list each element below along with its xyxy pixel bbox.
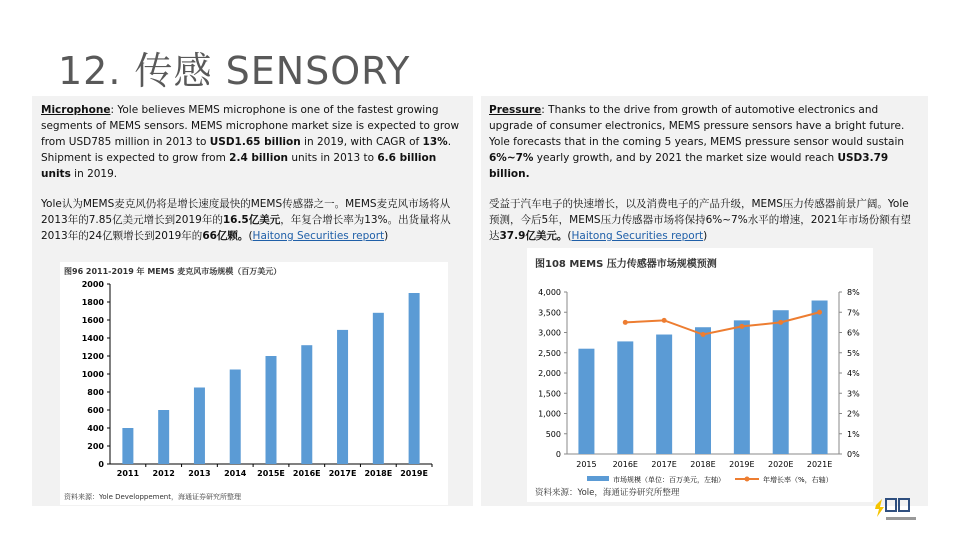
growth-point	[623, 320, 628, 325]
x-tick-label: 2013	[188, 469, 211, 478]
y2-tick-label: 7%	[847, 308, 860, 318]
y2-tick-label: 3%	[847, 389, 860, 399]
legend-marker-line	[745, 477, 750, 482]
y-tick-label: 1600	[81, 316, 104, 325]
haitong-report-link[interactable]: Haitong Securities report	[571, 230, 704, 242]
figure-source: 资料来源：Yole Developpement，海通证券研究所整理	[64, 493, 241, 501]
y-tick-label: 2000	[81, 280, 104, 289]
x-tick-label: 2018E	[364, 469, 393, 478]
pressure-panel	[481, 96, 928, 506]
text-span: units in 2013 to	[288, 152, 378, 164]
bar	[337, 330, 348, 464]
bold-span: 16.5亿美元	[222, 214, 281, 226]
bar	[578, 349, 594, 454]
bold-span: 13%	[422, 136, 448, 148]
y2-tick-label: 5%	[847, 348, 860, 358]
x-tick-label: 2016E	[292, 469, 321, 478]
y-tick-label: 200	[87, 442, 104, 451]
bold-span: 2.4 billion	[229, 152, 289, 164]
y-tick-label: 1200	[81, 352, 104, 361]
bold-span: 6.6 billion units	[41, 152, 437, 180]
growth-point	[662, 318, 667, 323]
bar	[695, 327, 711, 454]
growth-point	[778, 320, 783, 325]
figure-title: 图108 MEMS 压力传感器市场规模预测	[535, 259, 717, 270]
x-tick-label: 2019E	[729, 460, 755, 469]
y2-tick-label: 6%	[847, 328, 860, 338]
text-span: )	[384, 230, 389, 242]
bar	[122, 428, 133, 464]
y-tick-label: 2,000	[538, 369, 561, 378]
bar	[373, 313, 384, 464]
pressure-chart	[527, 248, 873, 502]
y-tick-label: 1400	[81, 334, 104, 343]
x-tick-label: 2018E	[690, 460, 716, 469]
y-tick-label: 600	[87, 406, 104, 415]
logo-glyph	[886, 499, 896, 511]
y-tick-label: 0	[555, 450, 561, 459]
bold-span: 66亿颗。	[202, 230, 249, 242]
slide-title: 12. 传感 SENSORY	[58, 49, 411, 93]
bar	[409, 293, 420, 464]
brand-logo	[872, 495, 932, 525]
bold-span: 6%~7%	[489, 152, 534, 164]
microphone-chart	[60, 262, 448, 505]
x-tick-label: 2017E	[651, 460, 677, 469]
y-tick-label: 4,000	[538, 288, 561, 297]
text-span: yearly growth, and by 2021 the market size would reach	[533, 152, 838, 164]
growth-line	[625, 312, 819, 334]
pressure-combo-chart	[527, 272, 873, 494]
y2-tick-label: 8%	[847, 288, 860, 297]
growth-point	[817, 310, 822, 315]
logo-tagline	[886, 517, 916, 520]
figure-source: 资料来源：Yole，海通证券研究所整理	[535, 488, 680, 498]
bar	[158, 410, 169, 464]
x-tick-label: 2015	[576, 460, 597, 469]
text-span: in 2019, with CAGR of	[300, 136, 423, 148]
bar	[812, 301, 828, 454]
text-span: Yole认为MEMS麦克风仍将是增长速度最快的MEMS传感器之一。MEMS麦克风市场将从2013年的7.85亿美元增长到2019年的	[41, 198, 451, 226]
y-tick-label: 0	[98, 460, 104, 469]
y2-tick-label: 2%	[847, 409, 860, 419]
pressure-chinese-text	[489, 196, 921, 244]
bar	[656, 335, 672, 454]
pressure-english-text	[489, 102, 924, 182]
y-tick-label: 3,000	[538, 328, 561, 338]
text-span: in 2019.	[70, 168, 118, 180]
y-tick-label: 1800	[81, 298, 104, 307]
microphone-bar-chart	[60, 276, 448, 501]
text-span: (	[248, 230, 253, 242]
growth-point	[701, 332, 706, 337]
x-tick-label: 2021E	[806, 460, 833, 469]
text-span: 受益于汽车电子的快速增长，以及消费电子的产品升级，MEMS压力传感器前景广阔。Yole 预测，今后5年，MEMS压力传感器市场将保持6%~7%水平的增速，2021年市场份额有望达	[489, 198, 911, 242]
text-span: )	[703, 230, 708, 242]
haitong-report-link[interactable]: Haitong Securities report	[252, 230, 385, 242]
x-tick-label: 2017E	[328, 469, 357, 478]
y-tick-label: 800	[87, 388, 104, 397]
y-tick-label: 1,500	[538, 389, 561, 399]
y2-tick-label: 1%	[847, 429, 860, 439]
x-tick-label: 2020E	[768, 460, 794, 469]
legend-swatch-bars	[587, 476, 609, 481]
legend-label-bars: 市场规模（单位：百万美元，左轴）	[613, 476, 725, 484]
y-tick-label: 500	[545, 429, 561, 439]
legend-label-line: 年增长率（%，右轴）	[763, 476, 833, 484]
figure-title: 图96 2011-2019 年 MEMS 麦克风市场规模（百万美元）	[64, 267, 282, 276]
bold-span: USD3.79 billion.	[489, 152, 889, 180]
bar	[266, 356, 277, 464]
y-tick-label: 1000	[81, 370, 104, 379]
y2-tick-label: 0%	[847, 450, 860, 459]
growth-point	[739, 324, 744, 329]
lightning-icon	[875, 499, 884, 517]
text-span: (	[567, 230, 572, 242]
text-span: . Shipment is expected to grow from	[41, 136, 452, 164]
y-tick-label: 1,000	[538, 409, 561, 419]
microphone-heading: Microphone	[41, 104, 111, 116]
x-tick-label: 2014	[224, 469, 247, 478]
y2-tick-label: 4%	[847, 369, 860, 378]
bold-span: USD1.65 billion	[209, 136, 301, 148]
x-tick-label: 2012	[152, 469, 175, 478]
bar	[194, 388, 205, 465]
pressure-heading: Pressure	[489, 104, 542, 116]
text-span: : Yole believes MEMS microphone is one of the fastest growing segments of MEMS sensors. MEMS microphone market size is expected to grow from USD785 million in 2013 to	[41, 104, 460, 148]
bar	[734, 320, 750, 454]
x-tick-label: 2016E	[612, 460, 638, 469]
text-span: : Thanks to the drive from growth of automotive electronics and upgrade of consumer electronics, MEMS pressure sensors have a bright future. Yole forecasts that in the coming 5 years, MEMS pressure sensor would sustain	[489, 104, 905, 148]
bold-span: 37.9亿美元。	[499, 230, 568, 242]
text-span: ，年复合增长率为13%。出货量将从2013年的24亿颗增长到2019年的	[41, 214, 451, 242]
x-tick-label: 2011	[116, 469, 140, 478]
bar	[301, 345, 312, 464]
microphone-chinese-text	[41, 196, 467, 244]
bar	[617, 341, 633, 454]
y-tick-label: 400	[87, 424, 104, 433]
logo-glyph	[899, 499, 909, 511]
y-tick-label: 3,500	[538, 308, 561, 318]
x-tick-label: 2019E	[400, 469, 428, 478]
microphone-panel	[32, 96, 473, 506]
bar	[230, 370, 241, 465]
x-tick-label: 2015E	[257, 469, 285, 478]
bar	[773, 310, 789, 454]
y-tick-label: 2,500	[538, 348, 561, 358]
microphone-english-text	[41, 102, 467, 182]
